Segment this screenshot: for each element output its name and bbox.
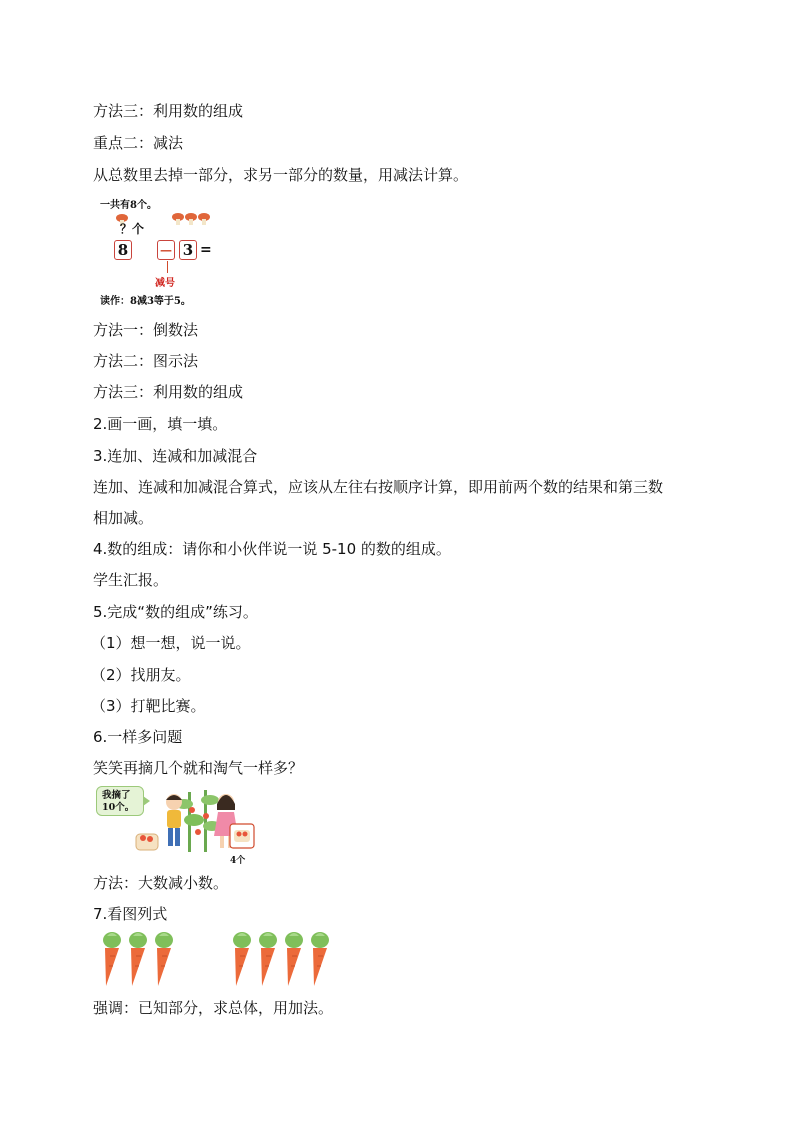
minus-label: 减号 [155,278,175,289]
student-report-line: 学生汇报。 [93,571,169,589]
item-3-description-line-2: 相加减。 [93,509,154,527]
minus-sign-box: — [157,240,175,260]
subtrahend-box: 3 [179,240,197,260]
item-5-heading: 5.完成“数的组成”练习。 [93,603,258,621]
method-three-line-2: 方法三：利用数的组成 [93,383,244,401]
mushroom-icon [198,213,210,225]
subtraction-definition: 从总数里去掉一部分，求另一部分的数量，用减法计算。 [93,166,469,184]
bubble-line-2: 10个。 [102,802,135,813]
item-3-description-line-1: 连加、连减和加减混合算式，应该从左往右按顺序计算，即用前两个数的结果和第三数 [93,478,664,496]
bubble-line-1: 我摘了 [102,790,131,801]
item-3-heading: 3.连加、连减和加减混合 [93,447,258,465]
item-7-heading: 7.看图列式 [93,905,168,923]
carrot-icon [259,932,277,986]
plant-icon [175,790,221,852]
equals-sign: = [200,242,212,258]
minuend-box: 8 [114,240,132,260]
basket-count-label: 4个 [230,856,246,866]
key-point-two-heading: 重点二：减法 [93,134,184,152]
item-2-line: 2.画一画，填一填。 [93,415,228,433]
item-5-sub-3: （3）打靶比赛。 [91,697,206,715]
read-caption: 读作：8减3等于5。 [100,296,191,307]
method-two-line: 方法二：图示法 [93,352,199,370]
method-one-line: 方法一：倒数法 [93,321,199,339]
item-6-method: 方法：大数减小数。 [93,874,229,892]
mushroom-icon [172,213,184,225]
item-6-question: 笑笑再摘几个就和淘气一样多？ [93,759,304,777]
carrots-illustration [98,930,338,988]
total-caption: 一共有8个。 [100,200,157,211]
carrot-icon [285,932,303,986]
item-5-sub-2: （2）找朋友。 [91,666,191,684]
children-picking-scene [134,786,260,858]
item-5-sub-1: （1）想一想，说一说。 [91,634,251,652]
carrot-icon [155,932,173,986]
minus-pointer-line [167,261,168,273]
subtraction-figure [100,196,220,308]
item-6-heading: 6.一样多问题 [93,728,183,746]
carrot-icon [311,932,329,986]
carrot-icon [233,932,251,986]
left-basket-icon [136,834,158,850]
item-4-line: 4.数的组成：请你和小伙伴说一说 5-10 的数的组成。 [93,540,451,558]
unknown-caption: ？个 [120,222,145,236]
carrots-svg [98,930,338,988]
carrot-icon [129,932,147,986]
carrot-icon [103,932,121,986]
right-basket-icon [230,824,254,848]
picking-illustration [96,786,260,866]
mushroom-icon [185,213,197,225]
method-three-line: 方法三：利用数的组成 [93,102,244,120]
boy-icon [166,794,182,846]
stress-line: 强调：已知部分，求总体，用加法。 [93,999,334,1017]
